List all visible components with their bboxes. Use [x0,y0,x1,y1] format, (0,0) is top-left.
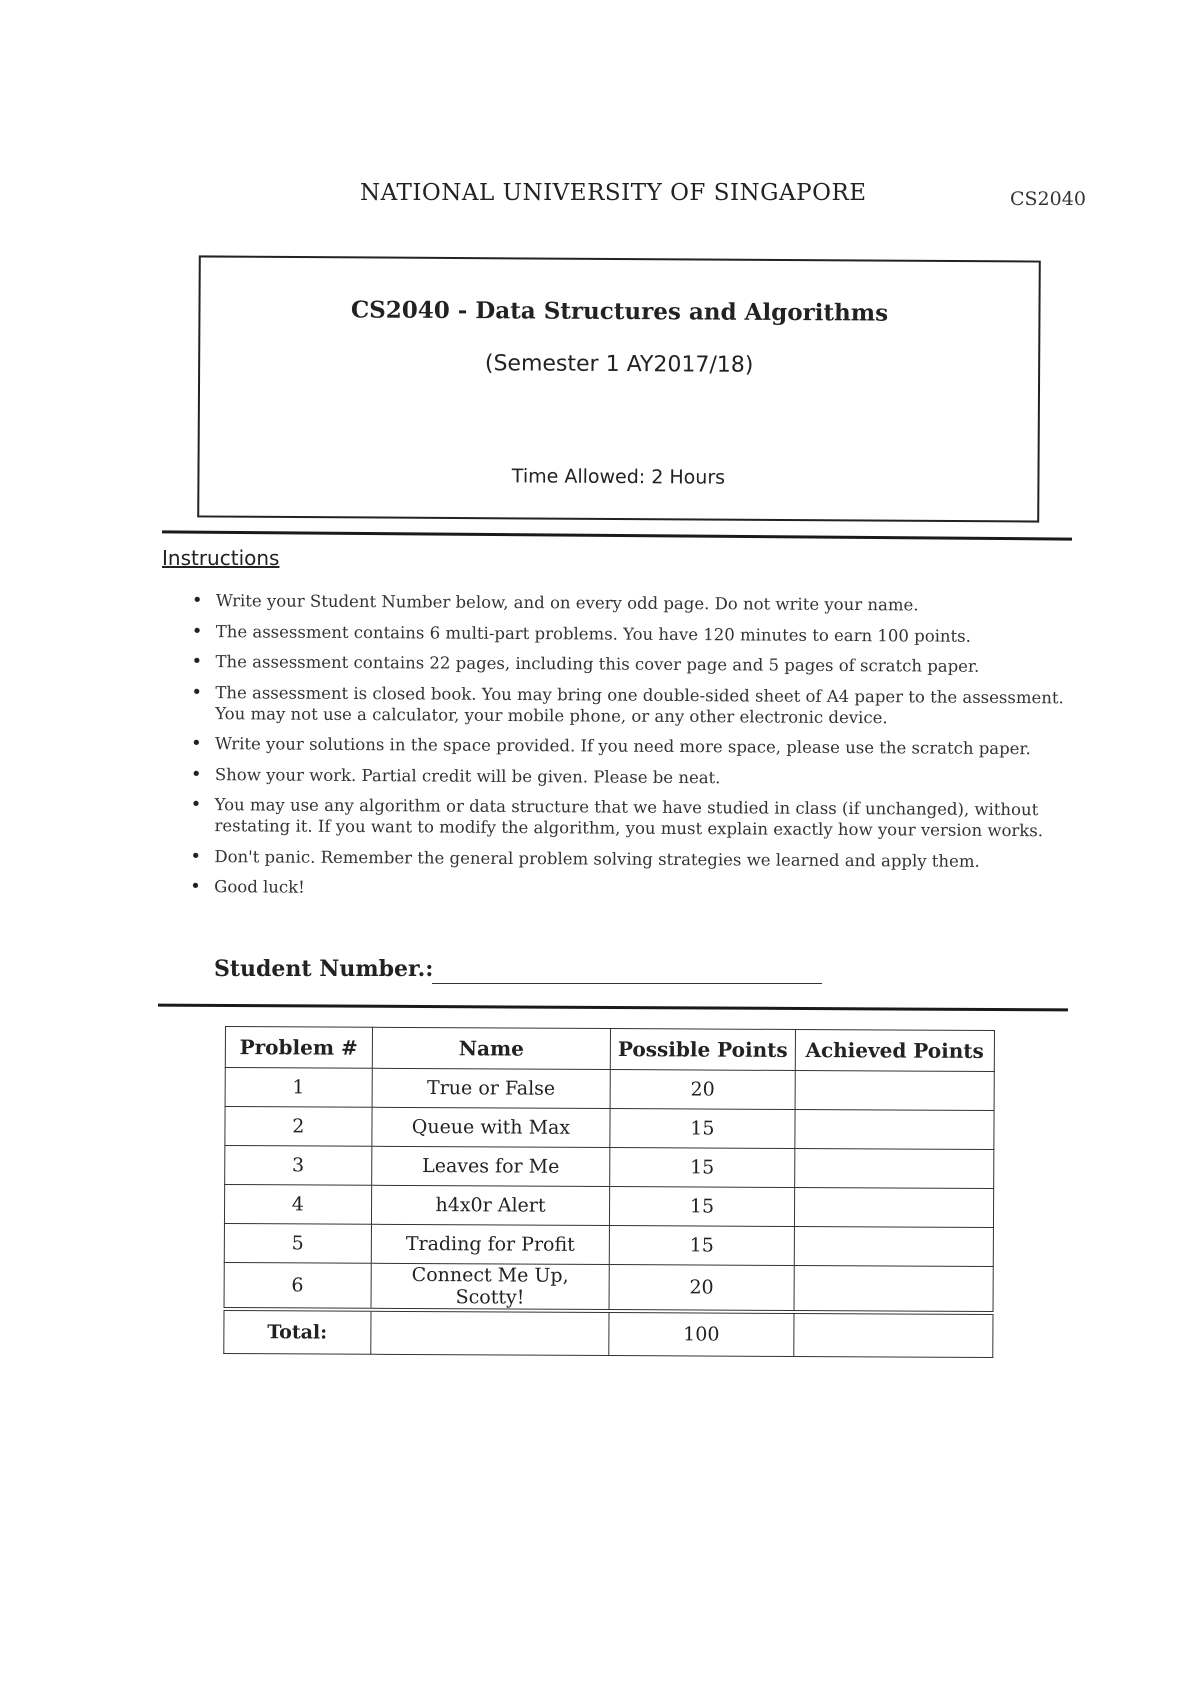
problem-number: 5 [224,1223,371,1263]
course-code: CS2040 [1010,188,1086,210]
problem-number: 1 [225,1068,372,1108]
instruction-item: • Write your solutions in the space provided. If you need more space, please use the scratch paper. [189,733,1089,759]
possible-points: 20 [609,1265,793,1312]
achieved-points[interactable] [795,1070,995,1110]
header-name: Name [372,1027,611,1069]
instruction-item: • Don't panic. Remember the general problem solving strategies we learned and apply them. [188,845,1088,871]
total-achieved-points[interactable] [793,1312,993,1358]
achieved-points[interactable] [794,1109,994,1149]
total-possible-points: 100 [609,1311,793,1356]
problem-name: h4x0r Alert [371,1185,610,1225]
possible-points: 15 [610,1226,794,1266]
problem-name: Connect Me Up, Scotty! [371,1263,610,1311]
possible-points: 15 [610,1187,794,1227]
instruction-item: • Write your Student Number below, and on every odd page. Do not write your name. [190,590,1090,616]
divider-bottom [158,1004,1068,1012]
table-header-row [225,1027,994,1072]
total-name-cell [370,1310,609,1356]
score-table [223,1026,995,1358]
problem-name: True or False [372,1068,611,1108]
table-row [225,1146,994,1189]
table-row [225,1068,994,1111]
achieved-points[interactable] [794,1226,994,1266]
total-label: Total: [224,1309,371,1354]
problem-name: Leaves for Me [371,1146,610,1186]
header-achieved-points: Achieved Points [795,1029,995,1071]
course-title: CS2040 - Data Structures and Algorithms [350,296,889,327]
instruction-item: • Good luck! [188,876,1088,902]
problem-number: 3 [225,1146,372,1186]
achieved-points[interactable] [794,1187,994,1227]
semester: (Semester 1 AY2017/18) [484,351,754,378]
problem-number: 4 [224,1185,371,1225]
table-row [224,1185,993,1228]
student-number-label: Student Number.: [214,956,434,982]
problem-number: 2 [225,1107,372,1147]
header-possible-points: Possible Points [611,1029,795,1071]
table-row [225,1107,994,1150]
instructions-list [188,590,1090,912]
instruction-item: • The assessment contains 22 pages, including this cover page and 5 pages of scratch paper. [189,651,1089,677]
table-row [224,1262,993,1313]
problem-name: Trading for Profit [371,1224,610,1264]
instruction-item: • You may use any algorithm or data structure that we have studied in class (if unchanged), without restating it. If you want to modify the algorithm, you must explain exactly how your version works. [188,794,1088,841]
possible-points: 15 [610,1109,794,1149]
student-number-field[interactable] [432,983,822,984]
instruction-item: • The assessment contains 6 multi-part problems. You have 120 minutes to earn 100 points. [190,620,1090,646]
time-allowed: Time Allowed: 2 Hours [511,465,726,489]
possible-points: 20 [610,1070,794,1110]
table-row [224,1223,993,1266]
possible-points: 15 [610,1148,794,1188]
achieved-points[interactable] [794,1265,994,1313]
instruction-item: • Show your work. Partial credit will be given. Please be neat. [189,763,1089,789]
instruction-item: • The assessment is closed book. You may bring one double-sided sheet of A4 paper to the assessment. You may not use a calculator, your mobile phone, or any other electronic device. [189,681,1089,728]
instructions-heading: Instructions [162,546,280,570]
total-row [224,1309,993,1358]
problem-name: Queue with Max [371,1107,610,1147]
university-name: NATIONAL UNIVERSITY OF SINGAPORE [360,180,867,206]
header-problem: Problem # [225,1027,372,1069]
title-box [197,255,1041,522]
problem-number: 6 [224,1262,371,1309]
achieved-points[interactable] [794,1148,994,1188]
divider-top [162,530,1072,540]
